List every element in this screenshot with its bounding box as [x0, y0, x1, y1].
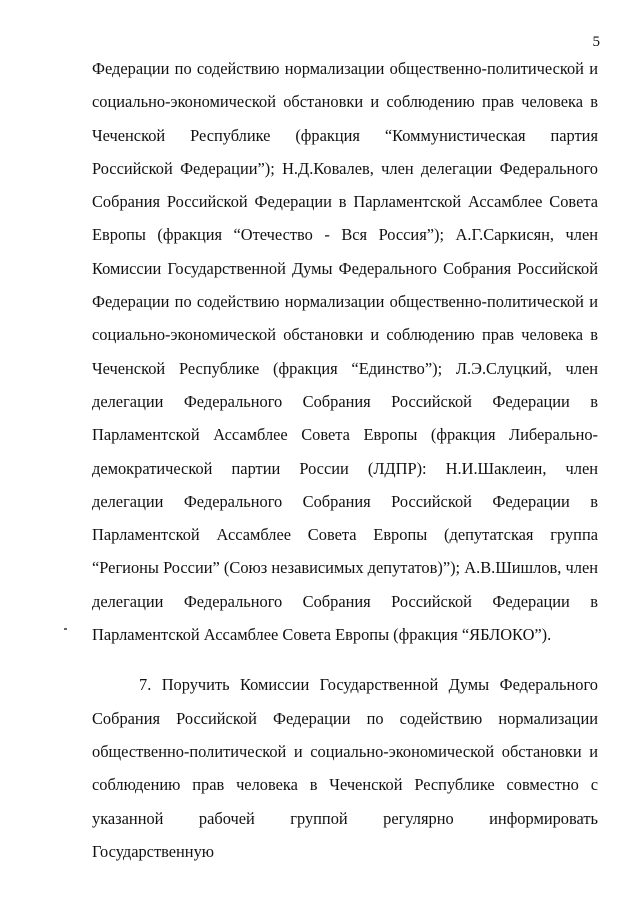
- scan-speck: [64, 628, 67, 630]
- document-body: [92, 52, 598, 868]
- paragraph-continuation: Федерации по содействию нормализации общественно-политической и социально-экономической обстановки и соблюдению прав человека в Чеченской Республике (фракция “Коммунистическая партия Российской Федерации”); Н.Д.Ковалев, член делегации Федерального Собрания Российской Федерации в Парламентской Ассамблее Совета Европы (фракция “Отечество - Вся Россия”); А.Г.Саркисян, член Комиссии Государственной Думы Федерального Собрания Российской Федерации по содействию нормализации общественно-политической и социально-экономической обстановки и соблюдению прав человека в Чеченской Республике (фракция “Единство”); Л.Э.Слуцкий, член делегации Федерального Собрания Российской Федерации в Парламентской Ассамблее Совета Европы (фракция Либерально-демократической партии России (ЛДПР): Н.И.Шаклеин, член делегации Федерального Собрания Российской Федерации в Парламентской Ассамблее Совета Европы (депутатская группа “Регионы России” (Союз независимых депутатов)”); А.В.Шишлов, член делегации Федерального Собрания Российской Федерации в Парламентской Ассамблее Совета Европы (фракция “ЯБЛОКО”).: [92, 59, 598, 645]
- paragraph-item-7: 7. Поручить Комиссии Государственной Думы Федерального Собрания Российской Федерации по содействию нормализации общественно-политической и социально-экономической обстановки и соблюдению прав человека в Чеченской Республике совместно с указанной рабочей группой регулярно информировать Государственную: [92, 675, 598, 861]
- page-number: 5: [592, 34, 600, 50]
